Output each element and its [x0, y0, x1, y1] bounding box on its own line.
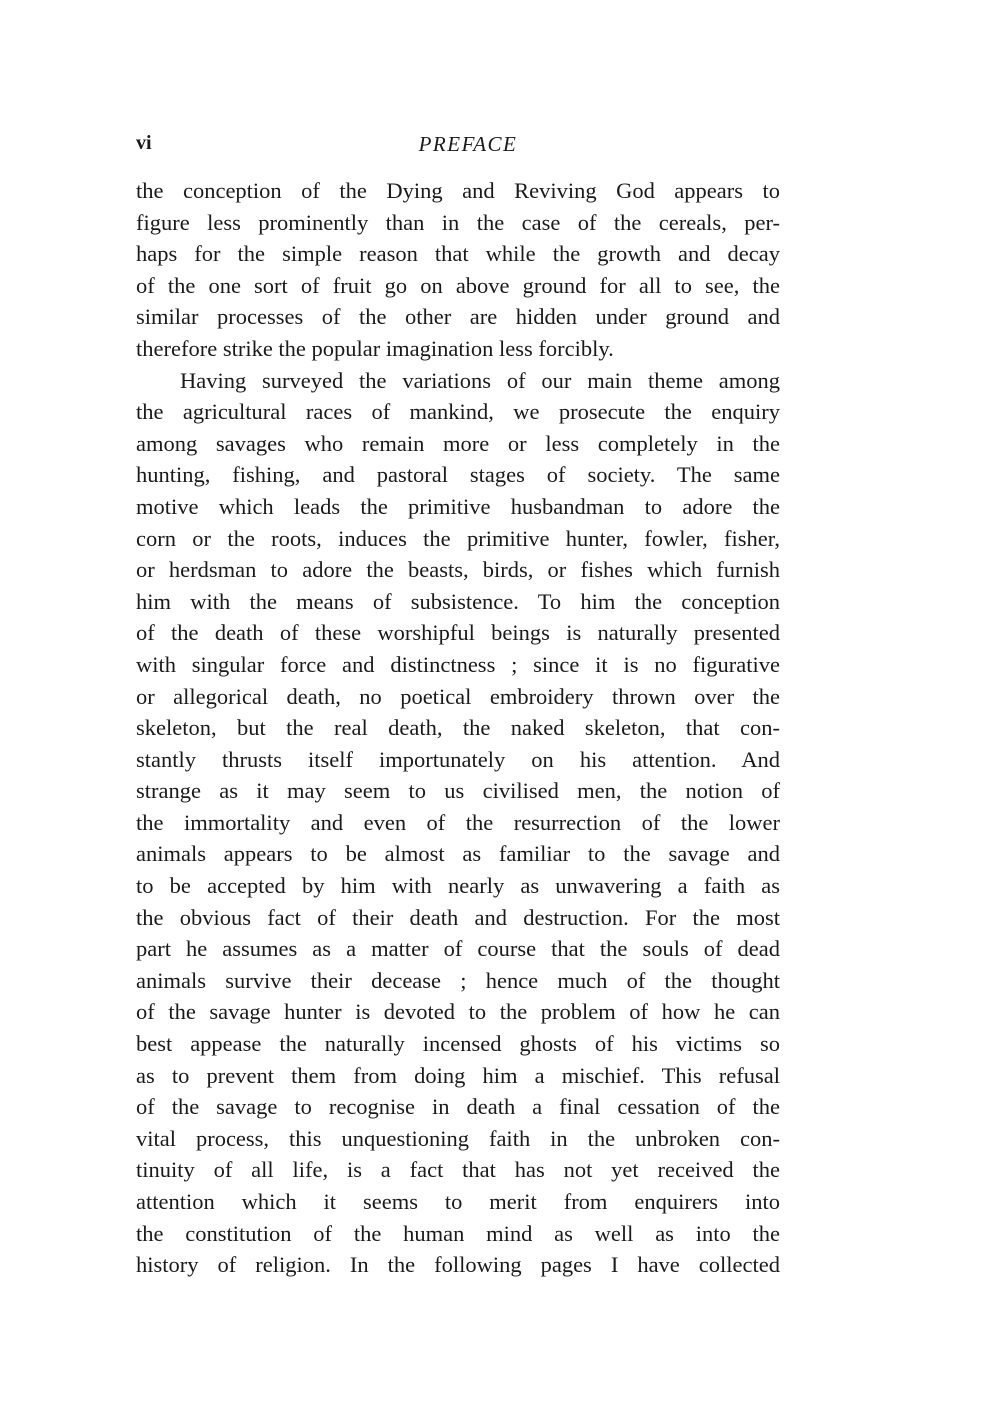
text-line: or allegorical death, no poetical embroidery thrown over the — [136, 683, 780, 709]
text-line: stantly thrusts itself importunately on his attention. And — [136, 746, 780, 772]
text-line: of the savage to recognise in death a final cessation of the — [136, 1094, 780, 1120]
text-line: of the one sort of fruit go on above ground for all to see, the — [136, 272, 780, 298]
text-line: him with the means of subsistence. To him the conception — [136, 588, 780, 614]
text-line: the conception of the Dying and Reviving God appears to — [136, 178, 780, 203]
text-line: the constitution of the human mind as well as into the — [136, 1220, 780, 1246]
text-line: vital process, this unquestioning faith in the unbroken con- — [136, 1125, 780, 1151]
text-line: tinuity of all life, is a fact that has not yet received the — [136, 1157, 780, 1183]
text-line: of the savage hunter is devoted to the problem of how he can — [136, 999, 780, 1025]
text-line: animals appears to be almost as familiar to the savage and — [136, 841, 780, 867]
text-line: part he assumes as a matter of course that the souls of dead — [136, 936, 780, 962]
text-line: therefore strike the popular imagination less forcibly. — [136, 335, 614, 361]
text-line: as to prevent them from doing him a mischief. This refusal — [136, 1062, 780, 1088]
page-header — [136, 132, 780, 162]
text-line: animals survive their decease ; hence much of the thought — [136, 967, 780, 993]
text-line: of the death of these worshipful beings is naturally presented — [136, 620, 780, 646]
text-line: skeleton, but the real death, the naked skeleton, that con- — [136, 715, 780, 741]
text-line: among savages who remain more or less completely in the — [136, 430, 780, 456]
text-line: corn or the roots, induces the primitive hunter, fowler, fisher, — [136, 525, 780, 551]
text-line: similar processes of the other are hidden under ground and — [136, 304, 780, 330]
page-body — [136, 175, 780, 1281]
text-line: haps for the simple reason that while the growth and decay — [136, 241, 780, 267]
text-line: history of religion. In the following pages I have collected — [136, 1252, 780, 1278]
text-line: the agricultural races of mankind, we prosecute the enquiry — [136, 399, 780, 425]
text-line: attention which it seems to merit from enquirers into — [136, 1189, 780, 1214]
text-line: motive which leads the primitive husbandman to adore the — [136, 493, 780, 519]
text-line: to be accepted by him with nearly as unwavering a faith as — [136, 873, 780, 899]
text-line: hunting, fishing, and pastoral stages of society. The same — [136, 462, 780, 488]
text-line: the immortality and even of the resurrection of the lower — [136, 809, 780, 835]
running-title: PREFACE — [418, 132, 518, 156]
text-line: Having surveyed the variations of our main theme among — [180, 367, 780, 393]
paragraph — [136, 175, 780, 365]
text-line: figure less prominently than in the case of the cereals, per- — [136, 209, 780, 235]
text-line: the obvious fact of their death and destruction. For the most — [136, 904, 780, 930]
text-line: or herdsman to adore the beasts, birds, or fishes which furnish — [136, 557, 780, 583]
text-line: strange as it may seem to us civilised men, the notion of — [136, 778, 780, 804]
text-line: with singular force and distinctness ; since it is no figurative — [136, 651, 780, 677]
text-line: best appease the naturally incensed ghosts of his victims so — [136, 1031, 780, 1057]
page-number: vi — [136, 132, 152, 154]
paragraph — [136, 365, 780, 1281]
